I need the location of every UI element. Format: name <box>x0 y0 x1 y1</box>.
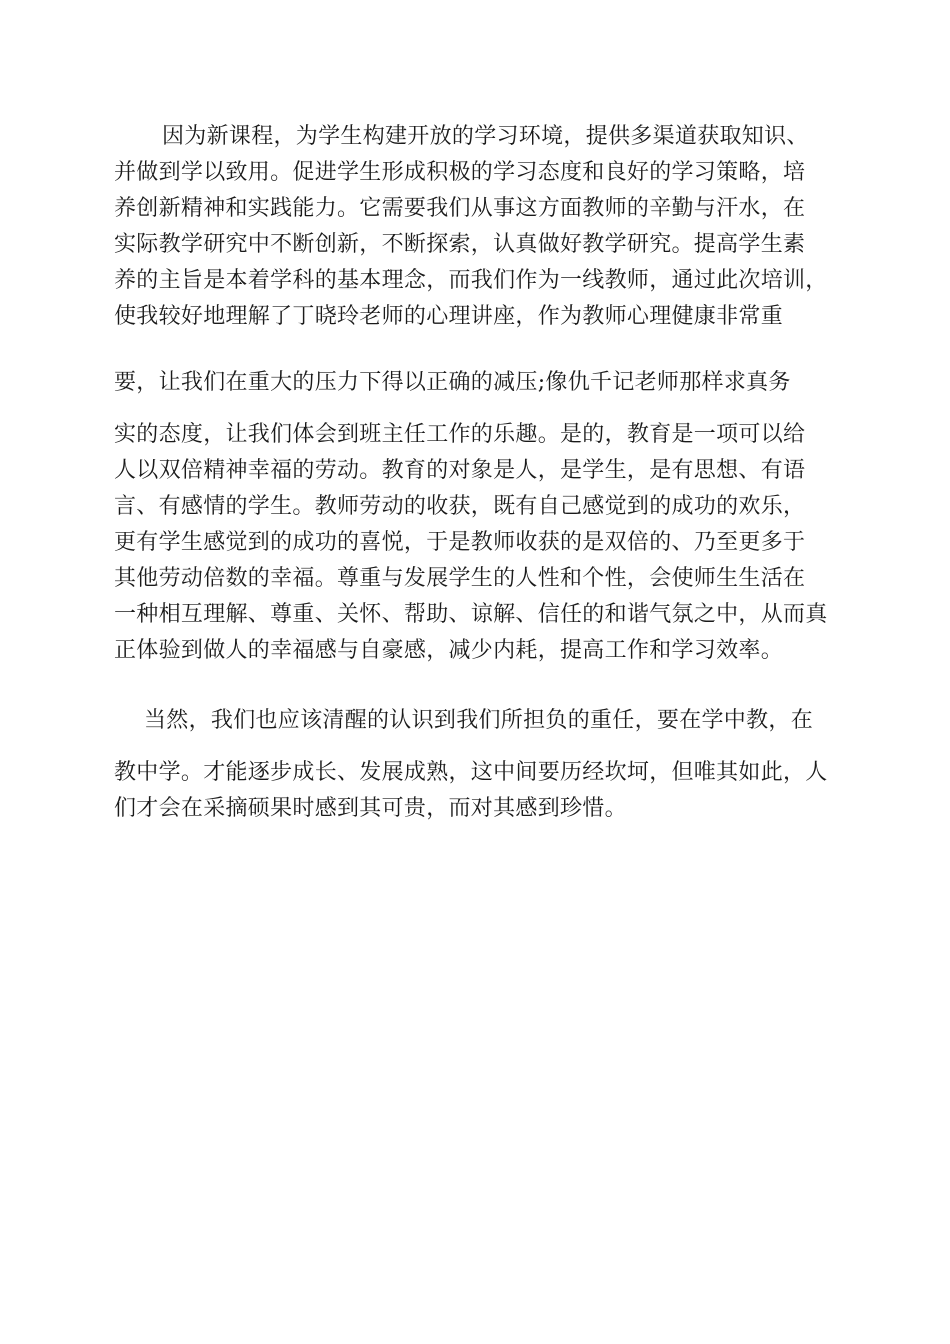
paragraph-line: 教中学。才能逐步成长、发展成熟，这中间要历经坎坷，但唯其如此，人 <box>114 760 828 785</box>
paragraph-line: 当然，我们也应该清醒的认识到我们所担负的重任，要在学中教，在 <box>144 708 814 733</box>
paragraph-line: 正体验到做人的幸福感与自豪感，减少内耗，提高工作和学习效率。 <box>114 638 784 663</box>
paragraph-line: 因为新课程，为学生构建开放的学习环境，提供多渠道获取知识、 <box>162 124 809 149</box>
paragraph-line: 言、有感情的学生。教师劳动的收获，既有自己感觉到的成功的欢乐， <box>114 494 806 519</box>
paragraph-line: 并做到学以致用。促进学生形成积极的学习态度和良好的学习策略，培 <box>114 160 806 185</box>
paragraph-line: 人以双倍精神幸福的劳动。教育的对象是人，是学生，是有思想、有语 <box>114 458 806 483</box>
paragraph-line: 养的主旨是本着学科的基本理念，而我们作为一线教师，通过此次培训， <box>114 268 828 293</box>
paragraph-line: 养创新精神和实践能力。它需要我们从事这方面教师的辛勤与汗水，在 <box>114 196 806 221</box>
paragraph-line: 要，让我们在重大的压力下得以正确的减压;像仇千记老师那样求真务 <box>114 370 791 395</box>
paragraph-line: 实的态度，让我们体会到班主任工作的乐趣。是的，教育是一项可以给 <box>114 422 806 447</box>
paragraph-line: 一种相互理解、尊重、关怀、帮助、谅解、信任的和谐气氛之中，从而真 <box>114 602 828 627</box>
paragraph-line: 其他劳动倍数的幸福。尊重与发展学生的人性和个性，会使师生生活在 <box>114 566 806 591</box>
paragraph-line: 使我较好地理解了丁晓玲老师的心理讲座，作为教师心理健康非常重 <box>114 304 784 329</box>
paragraph-line: 更有学生感觉到的成功的喜悦，于是教师收获的是双倍的、乃至更多于 <box>114 530 806 555</box>
paragraph-line: 们才会在采摘硕果时感到其可贵，而对其感到珍惜。 <box>114 796 627 821</box>
paragraph-line: 实际教学研究中不断创新，不断探索，认真做好教学研究。提高学生素 <box>114 232 806 257</box>
